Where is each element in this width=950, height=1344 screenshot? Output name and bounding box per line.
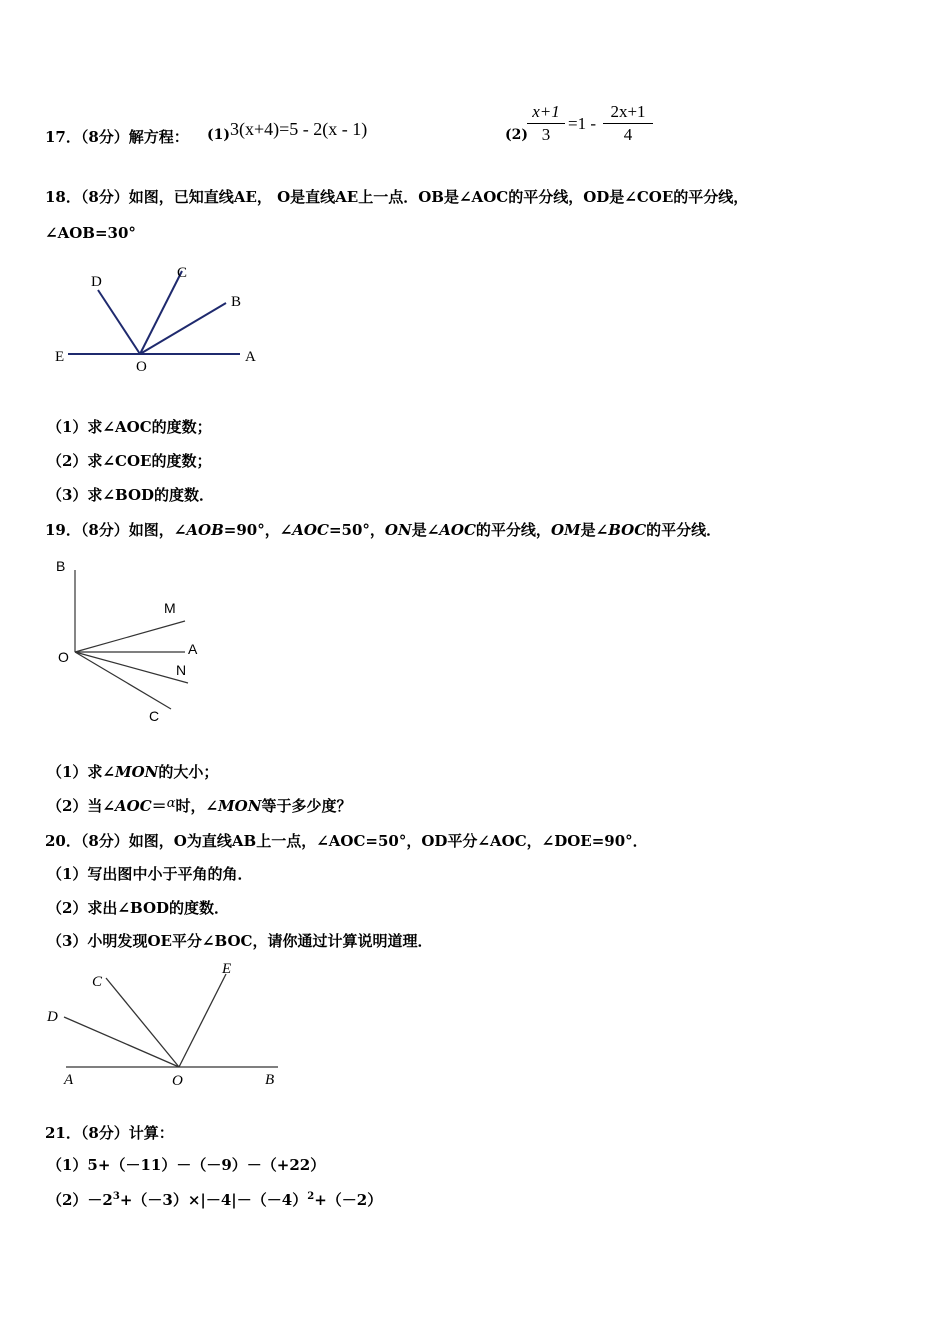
q19-part-m: 的平分线． — [646, 521, 722, 539]
q18-sub1: （1）求∠AOC的度数； — [47, 418, 212, 436]
label-e: E — [222, 961, 232, 977]
q19-sub1-b: MON — [115, 763, 159, 781]
q17-part2-label: (2) — [505, 127, 528, 143]
ray-on — [75, 652, 188, 683]
q19-part-c: =90°，∠ — [223, 521, 293, 539]
q19-sub2-alpha: α — [166, 796, 176, 811]
ray-od — [64, 1017, 179, 1067]
q18-sub2: （2）求∠COE的度数； — [47, 452, 212, 470]
label-n: N — [176, 662, 187, 678]
label-b: B — [56, 558, 66, 574]
q19-stem — [45, 519, 721, 540]
q19-sub2-f: 等于多少度？ — [261, 797, 352, 815]
q20-stem: 20．（8分）如图，O为直线AB上一点，∠AOC=50°，OD平分∠AOC，∠DOE=90°． — [45, 832, 648, 850]
q19-sub2-a: （2）当∠ — [47, 797, 116, 815]
q19-part-l: BOC — [608, 521, 647, 539]
q18-stem-line1: 18．（8分）如图，已知直线AE， O是直线AE上一点．OB是∠AOC的平分线，OD是∠COE的平分线， — [45, 188, 749, 206]
q17-part1-label: (1) — [207, 127, 230, 143]
q19-sub2-d: 时，∠ — [175, 797, 219, 815]
q21-sub2-exp2: 2 — [307, 1191, 315, 1202]
q19-part-k: 是∠ — [580, 521, 609, 539]
label-d: D — [91, 274, 102, 290]
q21-sub1: （1）5+（－11）－（－9）－（+22） — [47, 1156, 326, 1174]
q20-figure — [40, 956, 290, 1090]
q17-fraction-2 — [603, 102, 653, 145]
q19-sub2 — [47, 795, 351, 816]
q21-stem: 21．（8分）计算： — [45, 1124, 174, 1142]
q19-part-i: 的平分线， — [475, 521, 551, 539]
label-b: B — [265, 1072, 275, 1088]
label-c: C — [177, 265, 188, 281]
label-a: A — [64, 1072, 74, 1088]
ray-oe — [179, 974, 226, 1067]
fraction-1-numerator: x+1 — [532, 102, 560, 121]
label-e: E — [55, 349, 65, 365]
q19-sub1-a: （1）求∠ — [47, 763, 116, 781]
q20-sub3: （3）小明发现OE平分∠BOC，请你通过计算说明道理． — [47, 932, 433, 950]
q19-part-d: AOC — [292, 521, 329, 539]
label-o: O — [58, 649, 69, 665]
q19-part-g: 是∠ — [411, 521, 440, 539]
fraction-2-denominator: 4 — [623, 125, 633, 144]
q18-stem-line2: ∠AOB=30° — [45, 224, 136, 242]
q17-fraction-1 — [527, 102, 565, 145]
label-b: B — [231, 294, 242, 310]
ray-om — [75, 621, 185, 652]
label-a: A — [245, 349, 256, 365]
q18-sub3: （3）求∠BOD的度数． — [47, 486, 215, 504]
q21-sub2-c: +（－2） — [314, 1191, 383, 1209]
q19-part-a: 19．（8分）如图，∠ — [45, 521, 187, 539]
ray-oc — [75, 652, 171, 709]
ray-od — [98, 290, 140, 354]
q21-sub2 — [47, 1189, 382, 1210]
q19-part-b: AOB — [186, 521, 224, 539]
q19-figure — [48, 552, 218, 728]
q17-prefix: 17．（8分）解方程： — [45, 128, 189, 146]
q21-sub2-b: +（－3）×|－4|－（－4） — [119, 1191, 308, 1209]
label-m: M — [164, 600, 176, 616]
q19-part-h: AOC — [439, 521, 476, 539]
label-o: O — [136, 359, 147, 375]
q19-sub1 — [47, 761, 218, 782]
q20-sub1: （1）写出图中小于平角的角． — [47, 865, 253, 883]
fraction-1-bar — [527, 123, 565, 124]
fraction-1-denominator: 3 — [541, 125, 551, 144]
ray-oc — [106, 978, 179, 1067]
q17-equals-one-minus: =1 - — [568, 114, 596, 133]
q19-sub1-c: 的大小； — [158, 763, 219, 781]
q19-part-f: ON — [384, 521, 412, 539]
q19-sub2-e: MON — [218, 797, 262, 815]
label-c: C — [149, 708, 160, 724]
q19-part-e: =50°， — [328, 521, 385, 539]
label-d: D — [47, 1009, 58, 1025]
q17-part1-equation: 3(x+4)=5 - 2(x - 1) — [230, 119, 368, 139]
fraction-2-bar — [603, 123, 653, 124]
q19-part-j: OM — [550, 521, 581, 539]
q18-figure — [40, 258, 280, 378]
q19-sub2-c: ＝ — [151, 797, 167, 815]
q21-sub2-exp1: 3 — [112, 1191, 120, 1202]
label-a: A — [188, 641, 198, 657]
q21-sub2-a: （2）－2 — [47, 1191, 113, 1209]
label-o: O — [172, 1073, 183, 1089]
q19-sub2-b: AOC — [115, 797, 152, 815]
q20-sub2: （2）求出∠BOD的度数． — [47, 899, 230, 917]
fraction-2-numerator: 2x+1 — [610, 102, 646, 121]
label-c: C — [92, 974, 103, 990]
